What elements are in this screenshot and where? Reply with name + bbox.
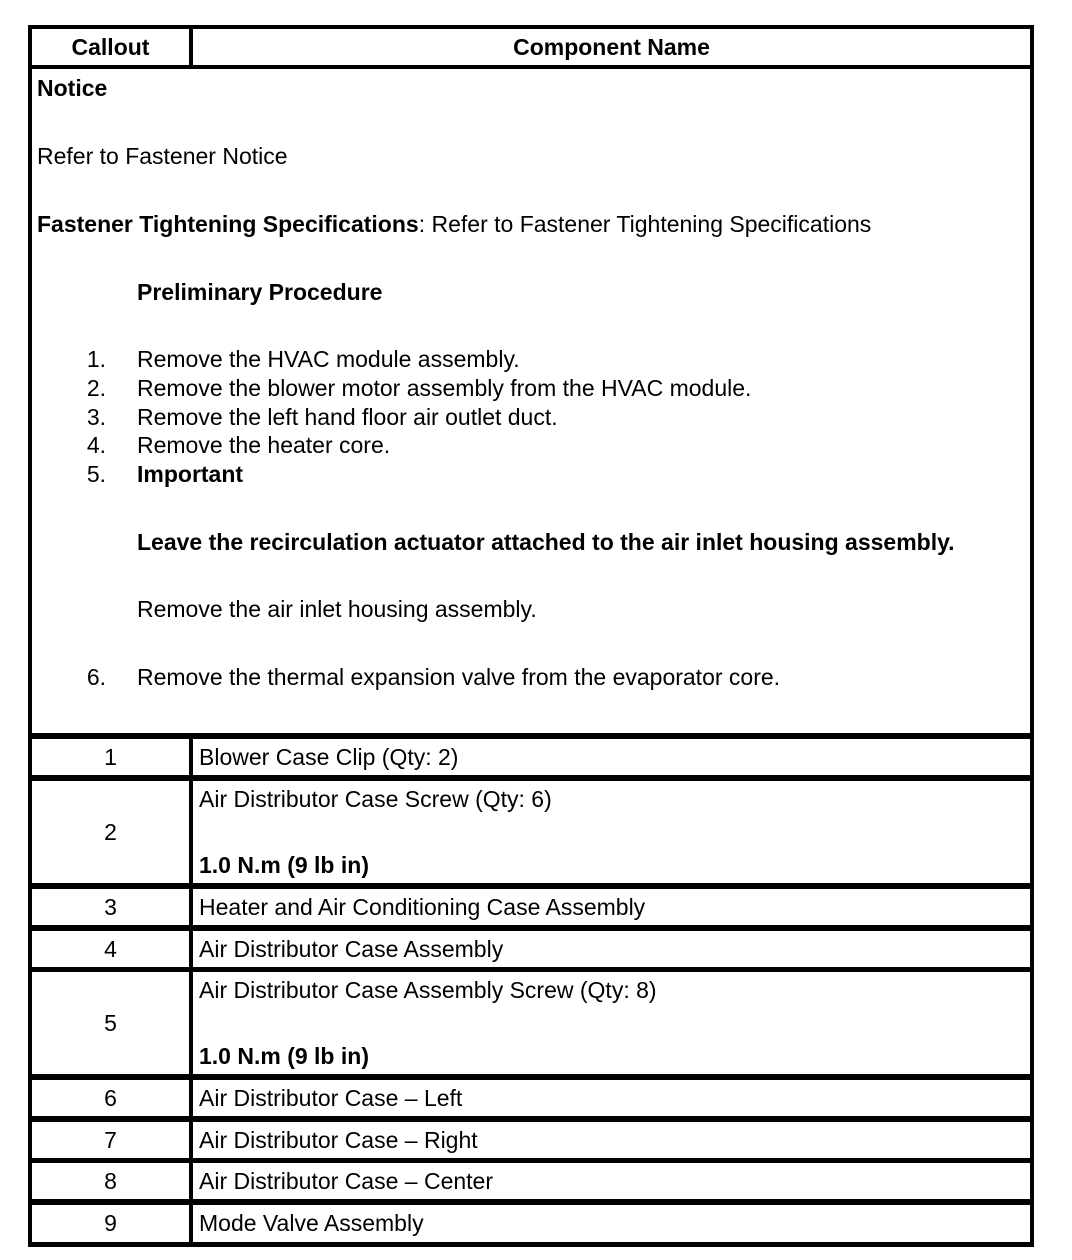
header-component-name: Component Name [193, 29, 1030, 65]
step-text: Remove the heater core. [137, 432, 391, 458]
torque-spec: 1.0 N.m (9 lb in) [199, 852, 369, 878]
component-name-cell: Air Distributor Case – Left [193, 1080, 1030, 1116]
callout-cell: 2 [32, 781, 189, 883]
component-table [28, 25, 1034, 1247]
component-name-cell: Heater and Air Conditioning Case Assembly [193, 889, 1030, 925]
fastener-spec-text: Refer to Fastener Tightening Specifications [425, 211, 872, 237]
component-name-cell: Air Distributor Case Assembly [193, 931, 1030, 967]
component-name-cell: Mode Valve Assembly [193, 1205, 1030, 1242]
component-name-cell: Blower Case Clip (Qty: 2) [193, 739, 1030, 775]
callout-cell: 5 [32, 972, 189, 1074]
callout-cell: 6 [32, 1080, 189, 1116]
header-callout: Callout [32, 29, 189, 65]
component-name-cell [193, 972, 1030, 1074]
step-number: 5. [86, 461, 106, 487]
callout-cell: 4 [32, 931, 189, 967]
callout-cell: 7 [32, 1122, 189, 1158]
step-number: 4. [86, 432, 106, 458]
step-text: Remove the HVAC module assembly. [137, 346, 520, 372]
step-text: Remove the thermal expansion valve from the evaporator core. [137, 664, 781, 690]
component-name-cell: Air Distributor Case – Center [193, 1163, 1030, 1199]
fastener-spec-label: Fastener Tightening Specifications [37, 211, 419, 237]
step-number: 6. [86, 664, 106, 690]
component-name: Air Distributor Case Screw (Qty: 6) [199, 786, 552, 812]
callout-cell: 8 [32, 1163, 189, 1199]
component-name-cell: Air Distributor Case – Right [193, 1122, 1030, 1158]
torque-spec: 1.0 N.m (9 lb in) [199, 1043, 369, 1069]
fastener-spec-line [37, 211, 871, 238]
notice-cell [32, 69, 1030, 733]
step-number: 3. [86, 404, 106, 430]
important-text: Leave the recirculation actuator attached to the air inlet housing assembly. [137, 529, 955, 555]
step-text: Remove the blower motor assembly from the HVAC module. [137, 375, 752, 401]
step-number: 1. [86, 346, 106, 372]
notice-title: Notice [37, 75, 108, 101]
notice-refer: Refer to Fastener Notice [37, 143, 288, 169]
callout-cell: 3 [32, 889, 189, 925]
important-title: Important [137, 461, 244, 487]
step5-text: Remove the air inlet housing assembly. [137, 596, 537, 622]
fastener-spec-colon: : [418, 211, 426, 237]
component-name: Air Distributor Case Assembly Screw (Qty: 8) [199, 977, 657, 1003]
step-text: Remove the left hand floor air outlet duct. [137, 404, 558, 430]
component-name-cell [193, 781, 1030, 883]
step-number: 2. [86, 375, 106, 401]
preliminary-title: Preliminary Procedure [137, 279, 383, 305]
callout-cell: 9 [32, 1205, 189, 1242]
callout-cell: 1 [32, 739, 189, 775]
